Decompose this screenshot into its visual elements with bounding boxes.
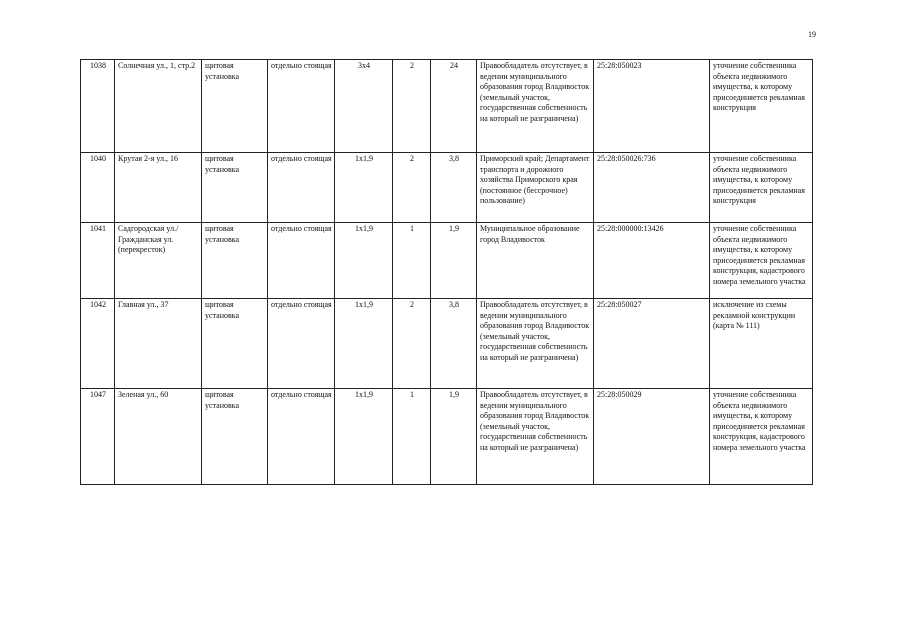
note-cell: исключение из схемы рекламной конструкции (карта № 111) [710,299,813,389]
structure-type-cell: щитовая установка [202,223,268,299]
area-cell: 3,8 [431,299,477,389]
table-row [81,299,813,389]
row-number: 1038 [81,60,115,153]
sides-cell: 1 [393,223,431,299]
address-cell: Солнечная ул., 1, стр.2 [115,60,202,153]
sides-cell: 2 [393,60,431,153]
address-cell: Садгородская ул./Гражданская ул. (перекресток) [115,223,202,299]
table-row [81,389,813,485]
size-cell: 1x1,9 [335,389,393,485]
row-number: 1041 [81,223,115,299]
cadastral-number-cell: 25:28:050027 [594,299,710,389]
placement-cell: отдельно стоящая [268,389,335,485]
table-row [81,223,813,299]
sides-cell: 2 [393,299,431,389]
size-cell: 3x4 [335,60,393,153]
row-number: 1042 [81,299,115,389]
size-cell: 1x1,9 [335,223,393,299]
address-cell: Главная ул., 37 [115,299,202,389]
note-cell: уточнение собственника объекта недвижимого имущества, к которому присоединяется рекламная конструкция, кадастрового номера земельного участка [710,389,813,485]
area-cell: 1,9 [431,389,477,485]
cadastral-number-cell: 25:28:000000:13426 [594,223,710,299]
note-cell: уточнение собственника объекта недвижимого имущества, к которому присоединяется рекламная конструкция [710,60,813,153]
owner-cell: Правообладатель отсутствует, в ведении муниципального образования город Владивосток (земельный участок, государственная собственность на который не разграничена) [477,60,594,153]
structure-type-cell: щитовая установка [202,299,268,389]
address-cell: Крутая 2-я ул., 16 [115,153,202,223]
placement-cell: отдельно стоящая [268,60,335,153]
structure-type-cell: щитовая установка [202,60,268,153]
placement-cell: отдельно стоящая [268,153,335,223]
owner-cell: Правообладатель отсутствует, в ведении муниципального образования город Владивосток (земельный участок, государственная собственность на который не разграничена) [477,389,594,485]
placement-cell: отдельно стоящая [268,223,335,299]
size-cell: 1x1,9 [335,299,393,389]
cadastral-number-cell: 25:28:050023 [594,60,710,153]
structure-type-cell: щитовая установка [202,389,268,485]
address-cell: Зеленая ул., 60 [115,389,202,485]
note-cell: уточнение собственника объекта недвижимого имущества, к которому присоединяется рекламная конструкция [710,153,813,223]
structure-type-cell: щитовая установка [202,153,268,223]
area-cell: 24 [431,60,477,153]
page-number: 19 [808,30,816,39]
table-row [81,153,813,223]
note-cell: уточнение собственника объекта недвижимого имущества, к которому присоединяется рекламная конструкция, кадастрового номера земельного участка [710,223,813,299]
owner-cell: Правообладатель отсутствует, в ведении муниципального образования город Владивосток (земельный участок, государственная собственность на который не разграничена) [477,299,594,389]
advertising-structures-table [80,59,813,485]
table-row [81,60,813,153]
area-cell: 3,8 [431,153,477,223]
sides-cell: 2 [393,153,431,223]
row-number: 1040 [81,153,115,223]
size-cell: 1x1,9 [335,153,393,223]
row-number: 1047 [81,389,115,485]
sides-cell: 1 [393,389,431,485]
owner-cell: Муниципальное образование город Владивосток [477,223,594,299]
placement-cell: отдельно стоящая [268,299,335,389]
cadastral-number-cell: 25:28:050026:736 [594,153,710,223]
owner-cell: Приморский край; Департамент транспорта и дорожного хозяйства Приморского края (постоянное (бессрочное) пользование) [477,153,594,223]
area-cell: 1,9 [431,223,477,299]
cadastral-number-cell: 25:28:050029 [594,389,710,485]
